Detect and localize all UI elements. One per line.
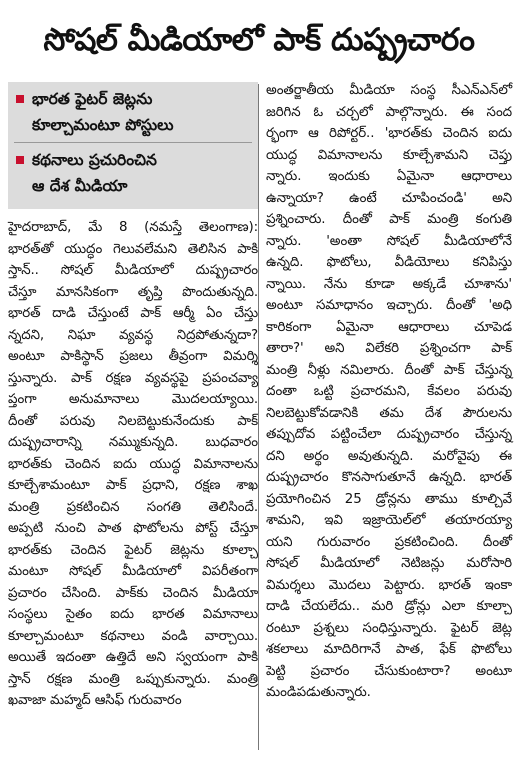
summary-line: కథనాలు ప్రచురించిన [32, 151, 157, 169]
article-line: ఉన్నాయా? ఉంటే చూపించండి' అని [266, 190, 512, 206]
article-line: మంత్రి నీళ్లు నమిలారు. దీంతో పాక్ చేస్తున్న [266, 362, 512, 378]
article-line: ప్రచారం చేసింది. పాక్‌కు చెందిన మీడియా [8, 585, 258, 601]
article-line: దుష్ప్రచారాన్ని నమ్ముకున్నది. బుధవారం [8, 435, 258, 450]
article-line: స్తాన్ రక్షణ మంత్రి ఒప్పుకున్నారు. మంత్రి [8, 671, 258, 687]
article-line: న్నారు. ఇందుకు ఏమైనా ఆధారాలు [266, 169, 512, 184]
article-line: స్తాన్.. సోషల్ మీడియాలో దుష్ప్రచారం [8, 263, 258, 278]
summary-divider [14, 142, 252, 143]
article-line: ప్తంగా అనుమానాలు మొదలయ్యాయి. [8, 392, 258, 407]
article-line: మంటూ సోషల్ మీడియాలో విపరీతంగా [8, 564, 258, 579]
article-line: సోషల్ మీడియాలో నెటిజన్లు మరోసారి [266, 556, 512, 571]
headline: సోషల్ మీడియాలో పాక్ దుష్ప్రచారం [43, 22, 475, 58]
article-line: దీంతో పరువు నిలబెట్టుకునేందుకు పాక్ [8, 413, 258, 429]
article-line: యని గురువారం ప్రకటించింది. దీంతో [266, 534, 512, 550]
article-text-left [8, 217, 258, 712]
article-line: శామని, ఇవి ఇజ్రాయెల్‌లో తయారయ్యా [266, 513, 512, 528]
article-line: తప్పుదోవ పట్టించేలా దుష్ప్రచారం చేస్తున్న [266, 427, 512, 442]
right-column [266, 80, 512, 704]
summary-line: ఆ దేశ మీడియా [32, 177, 128, 195]
summary-box [8, 82, 258, 209]
article-line: చేస్తూ మానసికంగా తృప్తి పొందుతున్నది. [8, 284, 258, 300]
article-line: కారికంగా ఏమైనా ఆధారాలు చూపెడ [266, 319, 512, 335]
article-line: ప్రశ్నించారు. దీంతో పాక్ మంత్రి కంగుతి [266, 212, 512, 227]
article-line: భారత్‌కు చెందిన ఐదు యుద్ధ విమానాలను [8, 456, 258, 472]
article-line: ఉన్నది. ఫొటోలు, వీడియోలు కనిపిస్తు [266, 255, 512, 270]
article-line: జరిగిన ఓ చర్చలో పాల్గొన్నారు. ఈ సంద [266, 104, 512, 120]
article-line: విమర్శలు మొదలు పెట్టారు. భారత్ ఇంకా [266, 577, 512, 593]
article-line: మంత్రి ప్రకటించిన సంగతి తెలిసిందే. [8, 499, 258, 515]
article-line: నిలబెట్టుకోవడానికి తమ దేశ పౌరులను [266, 405, 512, 421]
article-line: అయితే ఇదంతా ఉత్తిదే అని స్వయంగా పాకి [8, 650, 258, 665]
summary-item [14, 86, 252, 138]
summary-line: భారత ఫైటర్ జెట్లను [32, 90, 153, 108]
summary-line: కూల్చామంటూ పోస్టులు [32, 116, 174, 134]
square-bullet-icon [16, 156, 24, 164]
article-line: ఖవాజా మహ్మద్ ఆసిఫ్ గురువారం [8, 693, 182, 708]
article-line: ర్భంగా ఆ రిపోర్టర్.. 'భారత్‌కు చెందిన ఐదు [266, 126, 512, 141]
article-line: దంతా ఒట్టి ప్రచారమని, కేవలం పరువు [266, 384, 512, 399]
article-line: అంటూ సమాధానం ఇచ్చారు. దీంతో 'అధి [266, 298, 512, 313]
article-line: న్నదని, నిఘా వ్యవస్థ నిద్రపోతున్నదా? [8, 327, 258, 343]
article-line: దని అర్థం అవుతున్నది. మరోవైపు ఈ [266, 448, 512, 464]
article-line: మండిపడుతున్నారు. [266, 685, 371, 700]
square-bullet-icon [16, 95, 24, 103]
article-line: పెట్టి ప్రచారం చేసుకుంటారా? అంటూ [266, 663, 512, 679]
article-line: స్తున్నారు. పాక్ రక్షణ వ్యవస్థపై ప్రపంచవ్యా [8, 370, 258, 386]
article-line: భారత్‌కు చెందిన ఫైటర్ జెట్లను కూల్చా [8, 542, 258, 558]
summary-item [14, 147, 252, 199]
article-line: దాడి చేయలేదు.. మరి డ్రోన్లు ఎలా కూల్చా [266, 599, 512, 614]
article-line: కూల్చామంటూ కథనాలు వండి వార్చాయి. [8, 628, 258, 644]
article-line: ప్రయోగించిన 25 డ్రోన్లను తాము కూల్చివే [266, 491, 512, 507]
article-line: దుష్ప్రచారం కొనసాగుతూనే ఉన్నది. భారత్ [266, 470, 512, 485]
article-line: భారత్ దాడి చేస్తుంటే పాక్ ఆర్మీ ఏం చేస్తు [8, 306, 258, 321]
article-line: శకలాలు మాదిరిగానే పాత, ఫేక్ ఫొటోలు [266, 642, 512, 657]
article-line: సంస్థలు సైతం ఐదు భారత విమానాలు [8, 607, 258, 622]
article-line: తారా?' అని విలేకరి ప్రశ్నించగా పాక్ [266, 341, 512, 356]
article-line: హైదరాబాద్, మే 8 (నమస్తే తెలంగాణ): [8, 220, 258, 235]
article-text-right [266, 80, 512, 704]
article-line: అంటూ పాకిస్థాన్ ప్రజలు తీవ్రంగా విమర్శి [8, 349, 258, 364]
article-line: న్నాయి. నేను కూడా అక్కడే చూశాను' [266, 276, 512, 292]
left-column [8, 82, 258, 712]
column-divider [258, 84, 259, 750]
article-line: కూల్చేశామంటూ పాక్ ప్రధాని, రక్షణ శాఖ [8, 478, 258, 493]
article-line: అంతర్జాతీయ మీడియా సంస్థ సీఎన్ఎన్‌లో [266, 83, 512, 98]
article-line: యుద్ధ విమానాలను కూల్చేశామని చెప్తు [266, 147, 512, 163]
article-line: న్నారు. 'అంతా సోషల్ మీడియాలోనే [266, 233, 512, 249]
article-line: భారత్‌తో యుద్ధం గెలువలేమని తెలిసిన పాకి [8, 241, 258, 257]
article-line: రంటూ ప్రశ్నలు సంధిస్తున్నారు. ఫైటర్ జెట్ల [266, 620, 512, 636]
article-line: అప్పటి నుంచి పాత ఫొటోలను పోస్ట్ చేస్తూ [8, 521, 258, 536]
